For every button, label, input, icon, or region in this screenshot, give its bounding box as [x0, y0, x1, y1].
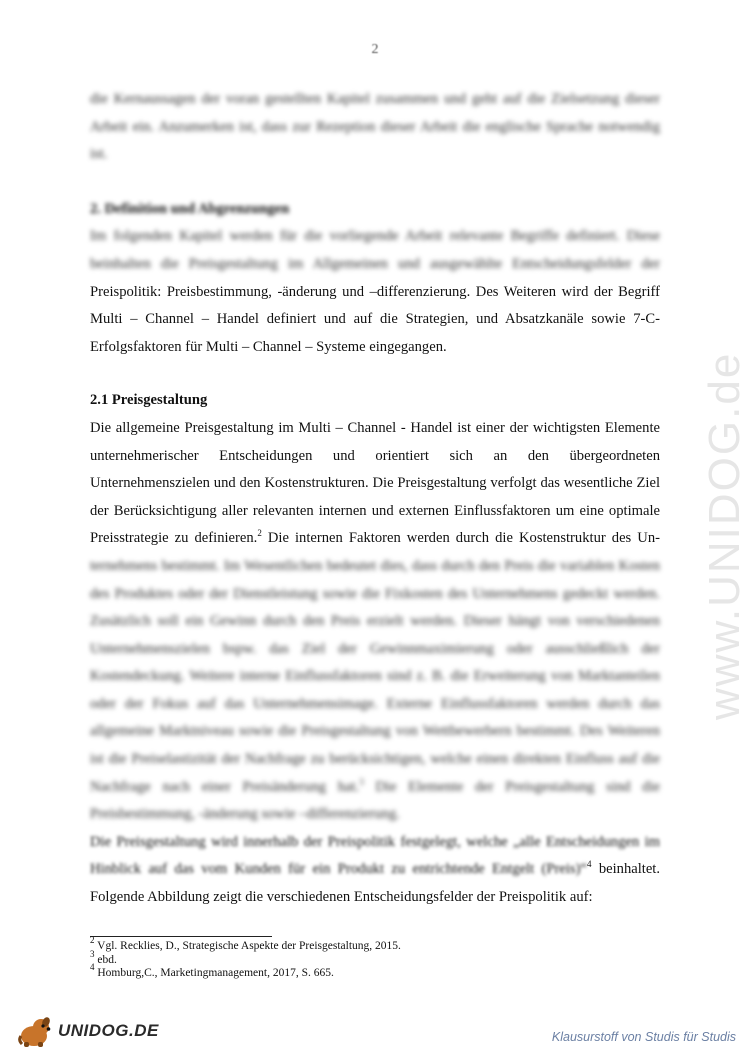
watermark: www.UNIDOG.de	[700, 351, 749, 720]
section-2-1-blurred-text: ternehmens bestimmt. Im Wesentlichen bedeutet dies, dass durch den Preis die variablen Kosten des Produktes oder der Dienstleistung sowie die Fixkosten des Unternehmens gedeckt werden. Zusätzlich soll ein Gewinn durch den Preis erzielt werden. Dieser hängt von verschiedenen Unternehmenszielen bspw. das Ziel der Gewinnmaximierung oder ausschließlich der Kostendeckung. Weitere interne Einflussfaktoren sind z. B. die Erweiterung von Marktanteilen oder der Fokus auf das Unternehmensimage. Externe Einflussfaktoren werden durch das allgemeine Marktniveau sowie die Preisgestaltung von Wettbewerbern bestimmt. Des Weiteren ist die Preiselastizität der Nachfrage zu berücksichtigen, welche einen direkten Einfluss auf die Nachfrage nach einer Preisänderung hat.$^3$ Die Elemente der Preisgestaltung sind die Preisbestimmung, -änderung sowie –differenzierung.	[90, 557, 660, 823]
footnote-ref-2: 2	[257, 528, 262, 539]
footnote-rule	[90, 936, 272, 937]
price-policy-text-a: Die Preisgestaltung wird innerhalb der Preispolitik festgelegt, welche „alle Entscheidungen im Hinblick auf das vom Kunden für ein Produkt zu entrichtende Entgelt (Preis)“	[90, 833, 660, 878]
footnote-item: $^4$ Homburg,C., Marketingmanagement, 2017, S. 665.	[90, 962, 334, 980]
price-policy-text-b: beinhaltet. Folgende Abbildung zeigt die verschiedenen Entscheidungsfelder der Preispolitik auf:	[90, 861, 661, 906]
footnote-item: $^3$ ebd.	[90, 948, 117, 966]
section-2-1-heading: 2.1 Preisgestaltung	[90, 392, 208, 409]
footnote-item: $^2$ Vgl. Recklies, D., Strategische Aspekte der Preisgestaltung, 2015.	[90, 935, 401, 952]
section-2-1-visible-tail: Die internen Faktoren werden durch die Kostenstruktur des Un-	[261, 530, 660, 547]
section-2-1-visible-text: Die allgemeine Preisgestaltung im Multi – Channel - Handel ist einer der wichtigsten Elemente unternehmerischer Entscheidungen und orientiert sich an den übergeordneten Unternehmenszielen und den Kostenstrukturen. Die Preisgestaltung verfolgt das wesentliche Ziel der Berücksichtigung aller relevanten internen und externen Einflussfaktoren um eine optimale Preisstrategie zu definieren.	[90, 419, 660, 547]
page-number: 2	[371, 42, 379, 57]
unidog-logo	[14, 1014, 159, 1048]
dog-logo-icon	[14, 1014, 54, 1048]
intro-paragraph: die Kernaussagen der voran gestellten Kapitel zusammen und geht auf die Zielsetzung dieser Arbeit ein. Anzumerken ist, dass zur Rezeption dieser Arbeit die englische Sprache notwendig ist.	[90, 91, 660, 163]
document-body	[90, 86, 660, 912]
price-policy-paragraph	[90, 829, 660, 912]
section-2-blurred-text: Im folgenden Kapitel werden für die vorliegende Arbeit relevante Begriffe definiert. Diese beinhalten die Preisgestaltung im Allgemeinen und ausgewählte Entscheidungsfelder der	[90, 228, 660, 272]
section-2-paragraph	[90, 223, 660, 361]
section-2-1-paragraph	[90, 415, 660, 829]
footnotes	[90, 935, 650, 981]
tagline: Klausurstoff von Studis für Studis	[551, 1030, 736, 1044]
section-2-visible-text: Preispolitik: Preisbestimmung, -änderung und –differenzierung. Des Weiteren wird der Begriff Multi – Channel – Handel definiert und auf die Strategien, und Absatzkanäle sowie 7-C-Erfolgsfaktoren für Multi – Channel – Systeme eingegangen.	[90, 283, 660, 355]
footnote-ref-4: 4	[586, 859, 592, 870]
logo-text: UNIDOG.DE	[58, 1021, 159, 1040]
footnote-ref-3: 3	[359, 776, 364, 787]
section-2-heading: 2. Definition und Abgrenzungen	[90, 200, 290, 217]
